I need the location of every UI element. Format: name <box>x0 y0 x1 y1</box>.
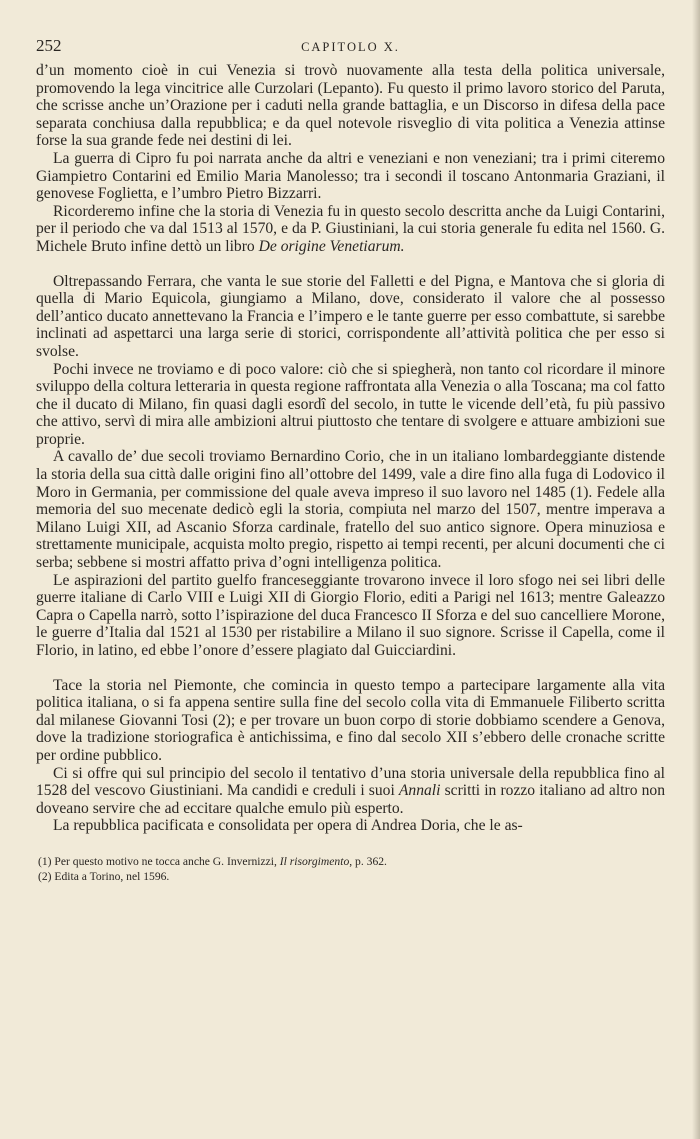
text-run: Tace la storia nel Piemonte, che comincia in questo tempo a partecipare largamente alla vita politica italiana, o si fa appena sentire sulla fine del secolo colla vita di Emmanuele Filiberto scritta dal milanese Giovanni Tosi (2); e per trovare un buon corpo di storie dobbiamo scendere a Genova, dove la tradizione storiografica è antichissima, e fino dal secolo XII s’ebbero delle cronache scritte per ordine pubblico. <box>36 676 665 764</box>
page-edge-shadow <box>692 0 700 1139</box>
paragraph <box>36 448 665 571</box>
paragraph <box>36 572 665 660</box>
paragraph <box>36 817 665 835</box>
text-run: Le aspirazioni del partito guelfo franceseggiante trovarono invece il loro sfogo nei sei libri delle guerre italiane di Carlo VIII e Luigi XII di Giorgio Florio, editi a Parigi nel 1613; mentre Galeazzo Capra o Capella narrò, sotto l’ispirazione del duca Francesco II Sforza e del suo cancelliere Morone, le guerre d’Italia dal 1521 al 1530 per ristabilire a Milano il suo signore. Scrisse il Capella, come il Florio, in latino, ed ebbe l’onore d’essere plagiato dal Guicciardini. <box>36 571 665 659</box>
italic-text: De origine Venetiarum. <box>258 237 405 255</box>
paragraph <box>36 150 665 203</box>
paragraph <box>36 765 665 818</box>
text-run: d’un momento cioè in cui Venezia si trovò nuovamente alla testa della politica universale, promovendo la lega vincitrice alle Curzolari (Lepanto). Fu questo il primo lavoro storico del Paruta, che scrisse anche un’Orazione per i caduti nella grande battaglia, e un Discorso in difesa della pace separata conchiusa dalla repubblica; e da quel notevole risveglio di vita politica a Venezia attinse forse la sua grande fede nei destini di lei. <box>36 62 665 150</box>
footnotes <box>36 855 665 884</box>
page-number: 252 <box>36 36 62 55</box>
paragraph <box>36 62 665 150</box>
text-run: , p. 362. <box>349 854 387 868</box>
text-run: La guerra di Cipro fu poi narrata anche da altri e veneziani e non veneziani; tra i primi citeremo Giampietro Contarini ed Emilio Maria Manolesso; tra i secondi il toscano Antonmaria Graziani, il genovese Foglietta, e l’umbro Pietro Bizzarri. <box>36 149 665 203</box>
text-run: scritti in rozzo italiano ad altro non doveano servire che ad eccitare qualche emulo più esperto. <box>36 782 665 817</box>
footnote <box>36 855 665 870</box>
text-run: (2) Edita a Torino, nel 1596. <box>38 869 170 883</box>
text-run: (1) Per questo motivo ne tocca anche G. Invernizzi, <box>38 854 280 868</box>
text-run: Ricorderemo infine che la storia di Venezia fu in questo secolo descritta anche da Luigi Contarini, per il periodo che va dal 1513 al 1570, e da P. Giustiniani, la cui storia generale fu edita nel 1560. G. Michele Bruto infine dettò un libro <box>36 202 665 255</box>
text-run: La repubblica pacificata e consolidata per opera di Andrea Doria, che le as- <box>53 817 523 835</box>
italic-text: Annali <box>398 782 441 800</box>
paragraph <box>36 203 665 256</box>
text-run: Ci si offre qui sul principio del secolo il tentativo d’una storia universale della repubblica fino al 1528 del vescovo Giustiniani. Ma candidi e creduli i suoi <box>36 764 665 800</box>
footnote <box>36 870 665 885</box>
paragraph <box>36 677 665 765</box>
body-text <box>36 62 665 835</box>
italic-text: Il risorgimento <box>279 854 350 868</box>
running-title: CAPITOLO X. <box>301 40 400 54</box>
paragraph <box>36 273 665 361</box>
page-header <box>36 36 665 60</box>
text-run: Pochi invece ne troviamo e di poco valore: ciò che si spiegherà, non tanto col ricordare il minore sviluppo della coltura letteraria in questa regione raffrontata alla Venezia o alla Toscana; ma col fatto che il ducato di Milano, fin quasi dagli esordî del secolo, in tutte le vicende dell’età, fu più passivo che attivo, servì di mira alle ambizioni altrui piuttosto che tentare di svolgere e attuare ambizioni sue proprie. <box>36 360 665 448</box>
text-run: Oltrepassando Ferrara, che vanta le sue storie del Falletti e del Pigna, e Mantova che si gloria di quella di Mario Equicola, giungiamo a Milano, dove, considerato il valore che al possesso dell’antico ducato annettevano la Francia e l’impero e le tante guerre per esso combattute, si sarebbe inclinati ad aspettarci una larga serie di storici, corrispondente all’attività politica che per esso si svolse. <box>36 272 665 360</box>
paragraph <box>36 361 665 449</box>
text-run: A cavallo de’ due secoli troviamo Bernardino Corio, che in un italiano lombardeggiante distende la storia della sua città dalle origini fino all’ottobre del 1499, vale a dire fino alla fuga di Lodovico il Moro in Germania, per commissione del quale aveva impreso il suo lavoro nel 1485 (1). Fedele alla memoria del suo mecenate dedicò egli la storia, compiuta nel marzo del 1507, mentre imperava a Milano Luigi XII, ad Ascanio Sforza cardinale, fratello del suo antico signore. Opera minuziosa e strettamente municipale, acquista molto pregio, rispetto ai tempi recenti, per alcuni documenti che ci serba; sebbene si mostri affatto priva d’ogni intelligenza politica. <box>36 448 665 572</box>
